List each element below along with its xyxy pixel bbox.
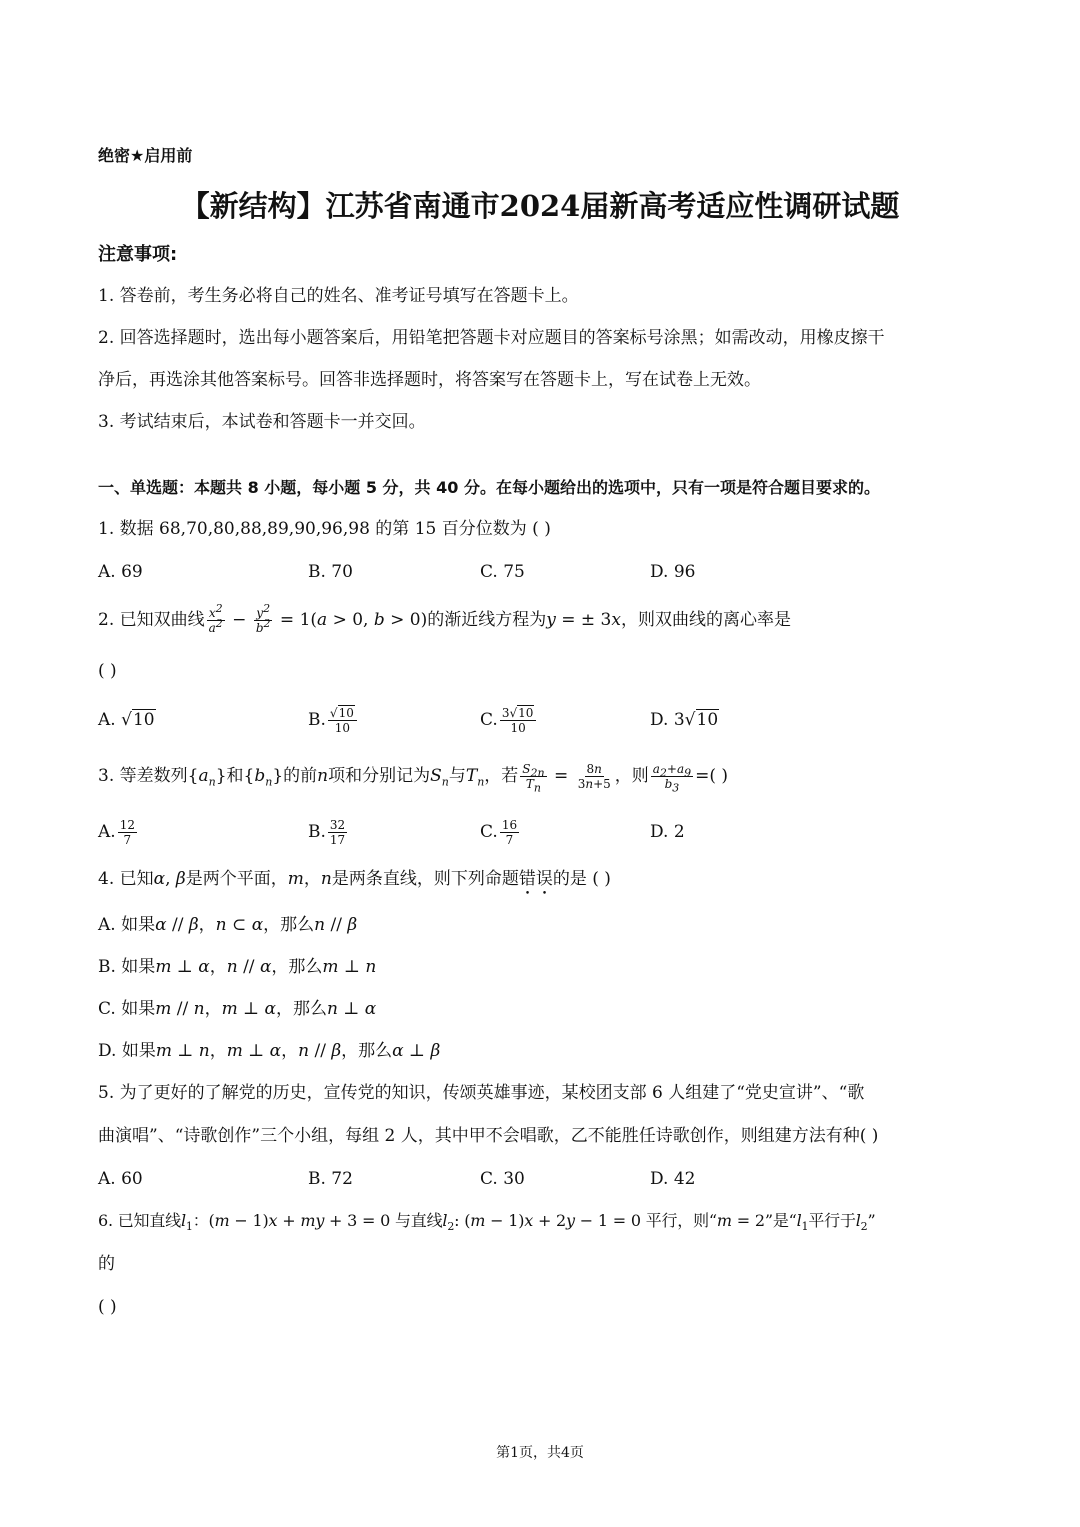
- q4-option-b-label: B. 如果: [98, 957, 156, 977]
- q4-option-d: [98, 1039, 440, 1063]
- q4-c-cond2: m ⊥ α: [221, 999, 276, 1019]
- q6-l2-ref: $l_2$: [855, 1211, 868, 1234]
- q3-text3: ，若: [484, 766, 519, 786]
- q4-c-then: ，那么: [275, 999, 327, 1019]
- q3-tn: $T_n$: [465, 766, 485, 789]
- q4-option-a: [98, 913, 357, 937]
- notice-3: 3. 考试结束后，本试卷和答题卡一并交回。: [98, 412, 426, 432]
- q1-option-c: C. 75: [480, 562, 525, 582]
- q1-option-a: A. 69: [98, 562, 143, 582]
- q2-option-c-value: $\frac{3√10}{10}$: [500, 706, 537, 735]
- notice-2-cont: 净后，再选涂其他答案标号。回答非选择题时，将答案写在答题卡上，写在试卷上无效。: [98, 370, 761, 390]
- question-5-line2: 曲演唱”、“诗歌创作”三个小组，每组 2 人，其中甲不会唱歌，乙不能胜任诗歌创作，则组建方法有种( ): [98, 1126, 879, 1146]
- q4-c-cond1: m // n: [155, 999, 205, 1019]
- page-footer: 第1页，共4页: [496, 1445, 584, 1461]
- q5-option-c: C. 30: [480, 1169, 525, 1189]
- q4-d-sep2: ，: [281, 1041, 299, 1061]
- q3-option-a-value: $\frac{12}{7}$: [119, 817, 135, 847]
- q4-a-cond2: n ⊂ α: [215, 915, 264, 935]
- q4-b-sep: ，: [209, 957, 227, 977]
- q4-text2: ，: [303, 869, 321, 889]
- q4-emphasis: 错误: [518, 869, 553, 889]
- question-2-stem: [98, 600, 791, 640]
- q4-n: n: [320, 869, 332, 889]
- q4-text3: 是两条直线，则下列命题: [331, 869, 519, 889]
- q4-d-cond2: m ⊥ α: [226, 1041, 282, 1061]
- q6-l2-equation: $l_2$: (m − 1)x + 2y − 1 = 0: [442, 1211, 641, 1234]
- q4-d-result: α ⊥ β: [392, 1041, 441, 1061]
- q4-b-then: ，那么: [271, 957, 323, 977]
- q3-option-d: D. 2: [650, 822, 685, 842]
- q2-paren: ( ): [98, 661, 117, 681]
- notice-2: 2. 回答选择题时，选出每小题答案后，用铅笔把答题卡对应题目的答案标号涂黑；如需改动，用橡皮擦干: [98, 328, 885, 348]
- q2-option-d: [650, 708, 719, 732]
- q1-option-d: D. 96: [650, 562, 696, 582]
- q6-l1: $l_1$: [180, 1211, 193, 1234]
- q4-option-d-label: D. 如果: [98, 1041, 156, 1061]
- q4-d-cond1: m ⊥ n: [155, 1041, 210, 1061]
- q2-option-a: [98, 708, 156, 732]
- q3-option-a-label: A.: [98, 822, 116, 842]
- q2-asymptote: y = ± 3x: [546, 610, 621, 630]
- notice-1: 1. 答卷前，考生务必将自己的姓名、准考证号填写在答题卡上。: [98, 286, 579, 306]
- page-title: 【新结构】江苏省南通市2024届新高考适应性调研试题: [180, 189, 900, 223]
- q3-option-b: [308, 814, 349, 850]
- q3-sn: $S_n$: [430, 766, 449, 789]
- q2-option-d-value: 3√10: [673, 710, 719, 730]
- q2-option-b: [308, 702, 359, 738]
- q4-a-sep: ，: [198, 915, 216, 935]
- q6-paren: ( ): [98, 1297, 117, 1317]
- q6-colon: ：: [192, 1211, 209, 1230]
- question-5-line1: 5. 为了更好的了解党的历史，宣传党的知识，传颂英雄事迹，某校团支部 6 人组建了“党史宣讲”、“歌: [98, 1083, 865, 1103]
- q4-m: m: [287, 869, 304, 889]
- q5-option-a: A. 60: [98, 1169, 143, 1189]
- q4-option-c-label: C. 如果: [98, 999, 156, 1019]
- q3-and2: 与: [448, 766, 466, 786]
- q3-seq-b: $\{b_n\}$: [243, 766, 284, 789]
- q6-text3: 平行于: [808, 1211, 856, 1230]
- section-heading: 一、单选题：本题共 8 小题，每小题 5 分，共 40 分。在每小题给出的选项中，只有一项是符合题目要求的。: [98, 478, 880, 497]
- question-6-line2: 的: [98, 1254, 115, 1274]
- q3-text4: ，则: [614, 766, 649, 786]
- q3-n: n: [317, 766, 329, 786]
- q3-text1: 的前: [283, 766, 318, 786]
- q4-b-result: m ⊥ n: [322, 957, 377, 977]
- q2-prefix: 2. 已知双曲线: [98, 610, 205, 630]
- q4-a-then: ，那么: [263, 915, 315, 935]
- q6-text4: ”: [867, 1211, 876, 1230]
- q4-option-b: [98, 955, 376, 979]
- q3-option-c-value: $\frac{16}{7}$: [501, 817, 518, 847]
- q6-l1-equation: (m − 1)x + my + 3 = 0: [208, 1211, 391, 1230]
- question-6-line1: [98, 1209, 875, 1233]
- q3-option-b-value: $\frac{32}{17}$: [329, 817, 346, 847]
- q6-mid: 与直线: [390, 1211, 443, 1230]
- q3-text5: =( ): [695, 766, 729, 786]
- q4-text4: 的是 ( ): [552, 869, 611, 889]
- q3-seq-a: $\{a_n\}$: [187, 766, 227, 789]
- q3-text2: 项和分别记为: [328, 766, 431, 786]
- q3-ratio-equation: $\frac{S_{2n}}{T_n}$ = $\frac{8n}{3n+5}$: [522, 761, 611, 794]
- q4-d-then: ，那么: [341, 1041, 393, 1061]
- question-3-stem: [98, 756, 728, 796]
- q4-d-sep1: ，: [209, 1041, 227, 1061]
- q4-option-a-label: A. 如果: [98, 915, 156, 935]
- q2-option-c-label: C.: [480, 710, 498, 730]
- q2-option-d-label: D.: [650, 710, 669, 730]
- q6-text1: 平行，则“: [640, 1211, 717, 1230]
- q4-prefix: 4. 已知: [98, 869, 154, 889]
- question-1-stem: 1. 数据 68,70,80,88,89,90,96,98 的第 15 百分位数为 ( ): [98, 519, 551, 539]
- q2-option-a-label: A.: [98, 710, 116, 730]
- q3-option-c-label: C.: [480, 822, 498, 842]
- q3-option-b-label: B.: [308, 822, 326, 842]
- q6-l1-ref: $l_1$: [796, 1211, 809, 1234]
- q2-option-b-label: B.: [308, 710, 326, 730]
- q4-planes: α, β: [153, 869, 186, 889]
- q4-b-cond2: n // α: [226, 957, 272, 977]
- q4-d-cond3: n // β: [298, 1041, 342, 1061]
- q3-option-c: [480, 814, 521, 850]
- q5-option-d: D. 42: [650, 1169, 696, 1189]
- q6-m-condition: m = 2: [716, 1211, 765, 1230]
- q2-option-c: [480, 702, 538, 738]
- q4-c-result: n ⊥ α: [326, 999, 377, 1019]
- q3-target-fraction: $\frac{a_2+a_9}{b_3}$: [652, 761, 692, 794]
- q2-option-b-value: $\frac{√10}{10}$: [328, 706, 357, 735]
- q4-a-cond1: α // β: [155, 915, 199, 935]
- q6-prefix: 6. 已知直线: [98, 1211, 181, 1230]
- q3-prefix: 3. 等差数列: [98, 766, 188, 786]
- question-4-stem: [98, 867, 611, 899]
- q2-mid: 的渐近线方程为: [427, 610, 547, 630]
- q6-text2: ”是“: [764, 1211, 797, 1230]
- secret-label: 绝密★启用前: [98, 146, 193, 165]
- q1-option-b: B. 70: [308, 562, 353, 582]
- q2-hyperbola-equation: $\frac{x^2}{a^2}$ − $\frac{y^2}{b^2}$ = 1(a > 0, b > 0): [208, 601, 428, 635]
- q3-option-a: [98, 814, 139, 850]
- q2-suffix: ，则双曲线的离心率是: [620, 610, 791, 630]
- q2-option-a-value: √10: [121, 710, 155, 730]
- q4-text1: 是两个平面，: [185, 869, 288, 889]
- q4-a-result: n // β: [314, 915, 358, 935]
- q3-and1: 和: [226, 766, 244, 786]
- q4-c-sep: ，: [204, 999, 222, 1019]
- q4-b-cond1: m ⊥ α: [155, 957, 210, 977]
- notice-heading: 注意事项:: [98, 244, 178, 265]
- q5-option-b: B. 72: [308, 1169, 353, 1189]
- q4-option-c: [98, 997, 376, 1021]
